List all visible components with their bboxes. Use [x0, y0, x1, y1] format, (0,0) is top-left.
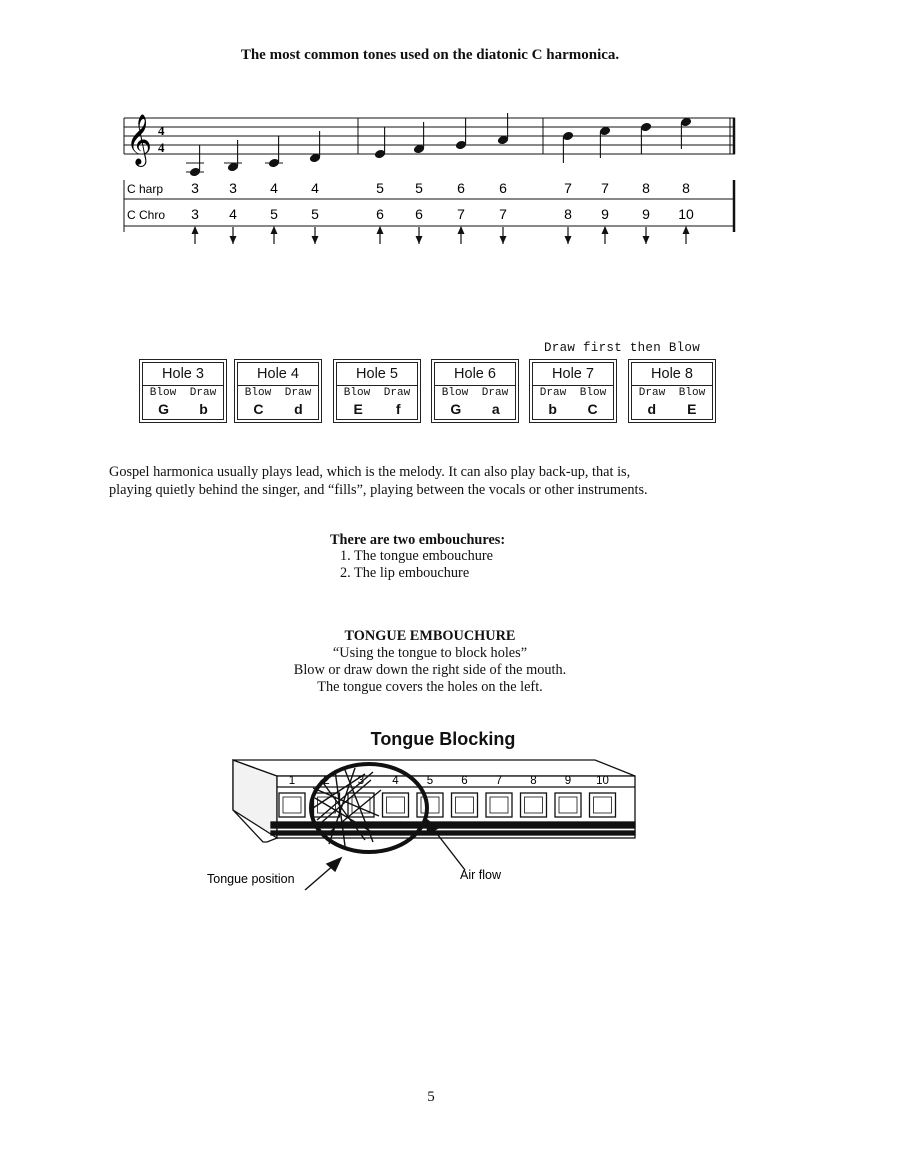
time-signature-bottom: 4 [158, 140, 165, 155]
hole-box-inner [434, 362, 516, 420]
hole-note-1: E [353, 401, 363, 417]
hole-action-labels [337, 387, 417, 399]
hole-box-inner [336, 362, 418, 420]
hole-second-action: Draw [481, 387, 509, 399]
hole-first-action: Blow [244, 387, 272, 399]
hole-action-labels [533, 387, 613, 399]
hole-second-action: Draw [284, 387, 312, 399]
hole-first-action: Blow [441, 387, 469, 399]
blow-arrow-icon [377, 226, 384, 244]
hole-notes [238, 401, 318, 417]
blow-arrow-icon [602, 226, 609, 244]
hole-title: Hole 6 [435, 363, 515, 386]
draw-arrow-icon [500, 227, 507, 244]
draw-arrow-icon [416, 227, 423, 244]
hole-box-inner [142, 362, 224, 420]
hole-note-2: f [395, 401, 401, 417]
gospel-line-2: playing quietly behind the singer, and “fills”, playing between the vocals or other instruments. [109, 482, 648, 498]
harmonica-hole-number: 1 [288, 775, 296, 787]
hole-second-action: Draw [383, 387, 411, 399]
hole-note-1: b [548, 401, 557, 417]
hole-note-1: G [450, 401, 462, 417]
tongue-line-3: The tongue covers the holes on the left. [317, 679, 543, 695]
tab-number: 6 [499, 180, 507, 196]
tab-number: 8 [564, 206, 572, 222]
tab-number: 6 [376, 206, 384, 222]
hole-note-2: d [294, 401, 303, 417]
tongue-line-2: Blow or draw down the right side of the mouth. [293, 662, 567, 678]
hole-note-2: a [491, 401, 500, 417]
embouchure-item-1: 1. The tongue embouchure [340, 548, 493, 564]
harmonica-illustration [195, 750, 655, 900]
tab-row-label: C Chro [127, 208, 166, 222]
hole-first-action: Blow [343, 387, 371, 399]
hole-second-action: Draw [189, 387, 217, 399]
hole-first-action: Blow [149, 387, 177, 399]
tab-number: 9 [642, 206, 650, 222]
tab-number: 8 [682, 180, 690, 196]
tab-number: 5 [376, 180, 384, 196]
tab-number: 7 [499, 206, 507, 222]
tab-number: 6 [415, 206, 423, 222]
tab-number: 4 [270, 180, 278, 196]
tab-number: 7 [601, 180, 609, 196]
hole-box [628, 359, 716, 423]
tongue-line-1: “Using the tongue to block holes” [332, 645, 528, 661]
hole-notes [143, 401, 223, 417]
draw-arrow-icon [230, 227, 237, 244]
embouchures-list [340, 548, 493, 582]
tab-number: 7 [564, 180, 572, 196]
time-signature-top: 4 [158, 123, 165, 138]
hole-note-2: C [587, 401, 598, 417]
embouchure-item-2: 2. The lip embouchure [340, 565, 470, 581]
hole-second-action: Blow [579, 387, 607, 399]
tab-number: 3 [191, 206, 199, 222]
harmonica-hole-number: 2 [323, 775, 330, 787]
harmonica-hole-number: 3 [357, 775, 365, 787]
harmonica-hole-number: 6 [461, 775, 468, 787]
hole-box [333, 359, 421, 423]
tab-number: 4 [311, 180, 319, 196]
draw-arrow-icon [312, 227, 319, 244]
tab-number: 8 [642, 180, 650, 196]
blow-arrow-icon [683, 226, 690, 244]
hole-box [139, 359, 227, 423]
hole-title: Hole 7 [533, 363, 613, 386]
hole-note-1: d [647, 401, 657, 417]
hole-action-labels [435, 387, 515, 399]
hole-box [529, 359, 617, 423]
air-flow-label: Air flow [460, 868, 501, 882]
tongue-embouchure-heading: TONGUE EMBOUCHURE [344, 628, 516, 644]
hole-action-labels [143, 387, 223, 399]
hole-title: Hole 8 [632, 363, 712, 386]
tab-number: 9 [601, 206, 609, 222]
harmonica-hole-number: 9 [564, 775, 572, 787]
figure-title: Tongue Blocking [370, 729, 516, 749]
tongue-position-label: Tongue position [207, 872, 295, 886]
tab-row-label: C harp [127, 182, 164, 196]
arrows-group [192, 226, 690, 244]
hole-notes [337, 401, 417, 417]
hole-action-labels [632, 387, 712, 399]
gospel-line-1: Gospel harmonica usually plays lead, which is the melody. It can also play back-up, that is, [109, 464, 631, 480]
tab-number: 5 [270, 206, 278, 222]
harmonica-hole-number: 7 [495, 775, 503, 787]
tab-number: 4 [229, 206, 237, 222]
music-staff [124, 118, 735, 154]
tab-rows [124, 180, 734, 232]
page-title: The most common tones used on the diatonic C harmonica. [240, 47, 620, 63]
hole-title: Hole 3 [143, 363, 223, 386]
harmonica-hole-number: 5 [426, 775, 434, 787]
hole-second-action: Blow [678, 387, 706, 399]
hole-box-inner [631, 362, 713, 420]
hole-note-2: b [199, 401, 208, 417]
embouchures-heading: There are two embouchures: [330, 532, 506, 548]
hole-title: Hole 4 [238, 363, 318, 386]
page-number: 5 [427, 1089, 435, 1105]
draw-arrow-icon [643, 227, 650, 244]
tab-number: 5 [311, 206, 319, 222]
hole-action-labels [238, 387, 318, 399]
hole-note-1: G [158, 401, 170, 417]
tab-number: 10 [678, 206, 694, 222]
hole-first-action: Draw [638, 387, 666, 399]
hole-note-2: E [687, 401, 697, 417]
tab-number: 7 [457, 206, 465, 222]
hole-notes [533, 401, 613, 417]
tab-number: 5 [415, 180, 423, 196]
hole-notes [435, 401, 515, 417]
draw-first-note: Draw first then Blow [544, 341, 701, 355]
hole-first-action: Draw [539, 387, 567, 399]
hole-box-inner [532, 362, 614, 420]
hole-note-1: C [253, 401, 264, 417]
hole-box [431, 359, 519, 423]
harmonica-hole-number: 8 [530, 775, 537, 787]
draw-arrow-icon [565, 227, 572, 244]
hole-box-inner [237, 362, 319, 420]
blow-arrow-icon [271, 226, 278, 244]
hole-box [234, 359, 322, 423]
blow-arrow-icon [192, 226, 199, 244]
hole-notes [632, 401, 712, 417]
treble-clef-icon: 𝄞 [126, 114, 153, 165]
music-notation [118, 98, 748, 248]
gospel-paragraph [109, 463, 769, 499]
blow-arrow-icon [458, 226, 465, 244]
harmonica-hole-number: 10 [596, 775, 609, 787]
hole-title: Hole 5 [337, 363, 417, 386]
harmonica-hole-number: 4 [392, 775, 399, 787]
tab-number: 6 [457, 180, 465, 196]
tab-number: 3 [229, 180, 237, 196]
tongue-embouchure-block [0, 628, 860, 696]
tab-number: 3 [191, 180, 199, 196]
